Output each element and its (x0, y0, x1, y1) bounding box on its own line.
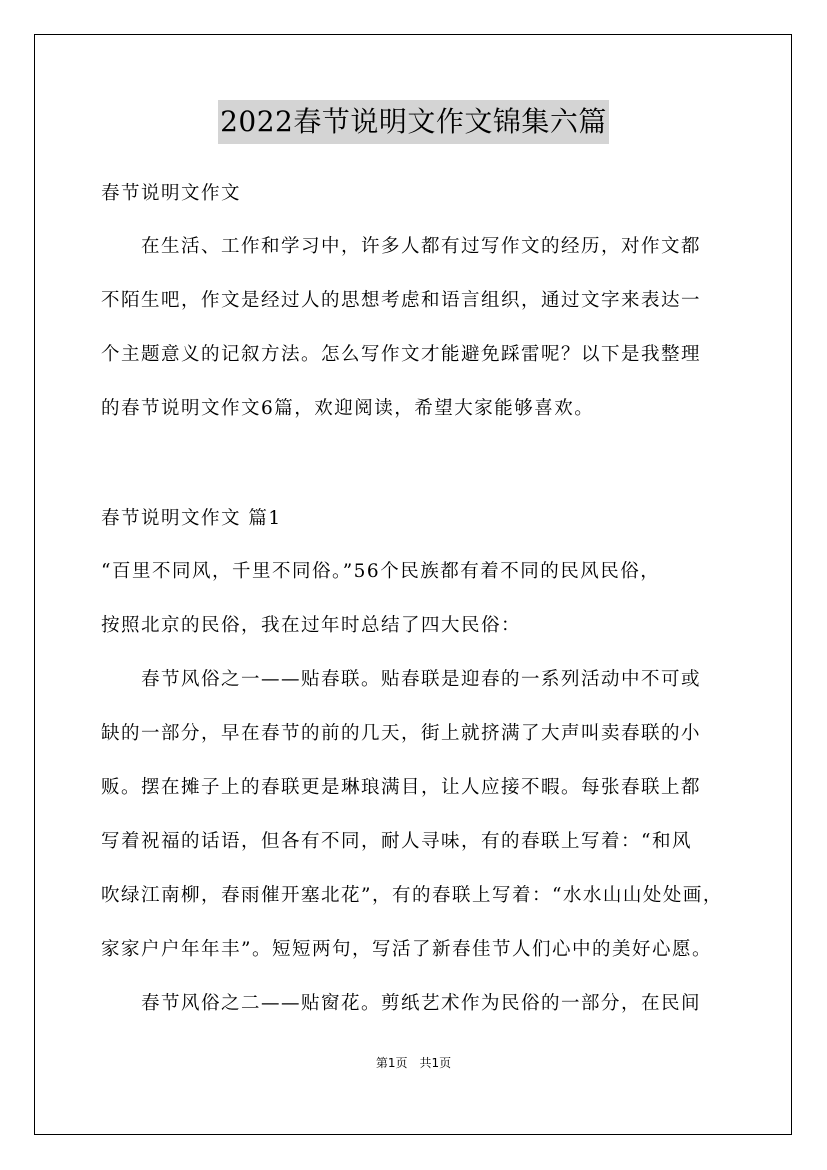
paragraph-line: 贩。摆在摊子上的春联更是琳琅满目，让人应接不暇。每张春联上都 (101, 777, 702, 798)
paragraph-line: 个主题意义的记叙方法。怎么写作文才能避免踩雷呢？以下是我整理 (101, 344, 702, 365)
paragraph-line: 缺的一部分，早在春节的前的几天，街上就挤满了大声叫卖春联的小 (101, 723, 702, 744)
paragraph-line: “百里不同风，千里不同俗。”56个民族都有着不同的民风民俗， (101, 561, 661, 582)
paragraph-line: 吹绿江南柳，春雨催开塞北花”，有的春联上写着：“水水山山处处画， (101, 885, 723, 906)
section-heading: 春节说明文作文 (101, 183, 242, 204)
document-title: 2022春节说明文作文锦集六篇 (218, 100, 609, 144)
title-container (0, 100, 827, 144)
page-footer: 第1页 共1页 (375, 1056, 452, 1070)
paragraph-line: 家家户户年年丰”。短短两句，写活了新春佳节人们心中的美好心愿。 (101, 939, 712, 960)
paragraph-line: 的春节说明文作文6篇，欢迎阅读，希望大家能够喜欢。 (101, 398, 595, 419)
paragraph-line: 按照北京的民俗，我在过年时总结了四大民俗： (101, 615, 522, 636)
paragraph-line: 写着祝福的话语，但各有不同，耐人寻味，有的春联上写着：“和风 (101, 831, 692, 852)
paragraph-line: 在生活、工作和学习中，许多人都有过写作文的经历，对作文都 (101, 236, 702, 257)
paragraph-line: 春节风俗之二——贴窗花。剪纸艺术作为民俗的一部分，在民间 (101, 993, 702, 1014)
paragraph-line: 春节风俗之一——贴春联。贴春联是迎春的一系列活动中不可或 (101, 669, 702, 690)
section-heading: 春节说明文作文 篇1 (101, 508, 282, 529)
paragraph-line: 不陌生吧，作文是经过人的思想考虑和语言组织，通过文字来表达一 (101, 290, 702, 311)
